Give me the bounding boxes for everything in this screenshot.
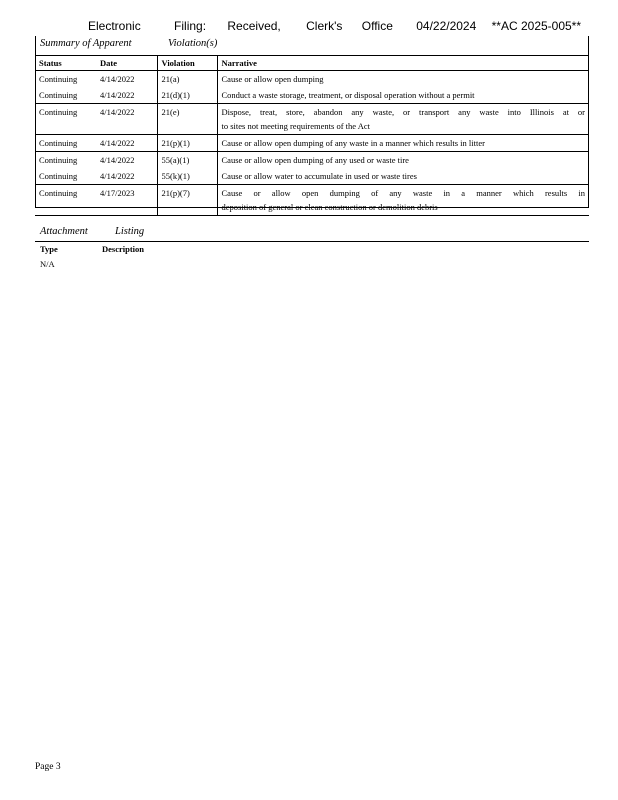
header-word-clerks: Clerk's — [306, 19, 343, 33]
violation-row — [35, 71, 589, 88]
page-label: Page — [35, 762, 54, 772]
page-number: 3 — [55, 762, 61, 772]
cell-status: Continuing — [35, 168, 96, 185]
col-date-header: Date — [96, 56, 157, 71]
summary-title-part2: Violation(s) — [168, 38, 218, 49]
cell-narrative — [217, 152, 589, 169]
cell-status: Continuing — [39, 74, 78, 84]
header-date: 04/22/2024 — [416, 19, 477, 33]
narrative-line: Cause or allow open dumping of any waste in a manner which results in — [221, 188, 585, 198]
cell-narrative — [217, 135, 589, 152]
narrative-line: deposition of general or clean construction or demolition debris — [221, 202, 438, 212]
attachment-row-type: N/A — [40, 259, 55, 269]
narrative-line: Cause or allow open dumping — [221, 74, 324, 84]
attachment-divider — [35, 241, 589, 242]
cell-date: 4/14/2022 — [96, 87, 157, 104]
attachment-title-part1: Attachment — [40, 226, 88, 237]
narrative-line: to sites not meeting requirements of the Act — [221, 121, 370, 131]
violation-row — [35, 152, 589, 169]
violation-row — [35, 185, 589, 216]
cell-date: 4/14/2022 — [96, 104, 157, 135]
narrative-line: Dispose, treat, store, abandon any waste, or transport any waste into Illinois at or — [221, 107, 585, 117]
header-word-filing: Filing: — [174, 19, 207, 33]
cell-narrative — [217, 168, 589, 185]
violation-row — [35, 87, 589, 104]
cell-violation: 55(a)(1) — [157, 152, 217, 169]
cell-narrative — [217, 71, 589, 88]
cell-violation: 21(p)(7) — [157, 185, 217, 216]
cell-date: 4/14/2022 — [96, 135, 157, 152]
attachment-col-type: Type — [40, 244, 58, 254]
attachment-header-row — [40, 244, 145, 254]
page-footer — [35, 762, 61, 772]
filing-stamp-header — [88, 19, 581, 33]
cell-date: 4/14/2022 — [100, 74, 135, 84]
header-case-number: **AC 2025-005** — [491, 19, 582, 33]
cell-narrative — [217, 185, 589, 216]
summary-title-part1: Summary of Apparent — [40, 38, 132, 49]
col-violation-header: Violation — [157, 56, 217, 71]
narrative-line: Cause or allow open dumping of any waste in a manner which results in litter — [221, 138, 485, 148]
cell-status: Continuing — [35, 87, 96, 104]
narrative-line: Cause or allow open dumping of any used or waste tire — [221, 155, 409, 165]
violation-row — [35, 135, 589, 152]
cell-violation: 21(e) — [157, 104, 217, 135]
narrative-line: Conduct a waste storage, treatment, or disposal operation without a permit — [221, 90, 475, 100]
violation-row — [35, 104, 589, 135]
cell-date: 4/17/2023 — [96, 185, 157, 216]
attachment-title-part2: Listing — [115, 226, 145, 237]
attachment-row — [40, 259, 55, 269]
cell-status: Continuing — [35, 104, 96, 135]
cell-violation: 21(p)(1) — [157, 135, 217, 152]
cell-status: Continuing — [35, 135, 96, 152]
col-narrative-header: Narrative — [217, 56, 589, 71]
attachment-title — [40, 226, 145, 237]
attachment-col-description: Description — [102, 244, 145, 254]
cell-date: 4/14/2022 — [100, 155, 135, 165]
cell-date: 4/14/2022 — [96, 168, 157, 185]
col-status-header: Status — [35, 56, 96, 71]
violations-header-row — [35, 56, 589, 71]
header-word-electronic: Electronic — [88, 19, 141, 33]
header-word-received: Received, — [227, 19, 281, 33]
cell-violation: 21(a) — [157, 71, 217, 88]
violations-body — [35, 71, 589, 216]
summary-title — [40, 38, 218, 49]
cell-status: Continuing — [35, 185, 96, 216]
cell-violation: 21(d)(1) — [157, 87, 217, 104]
header-word-office: Office — [361, 19, 393, 33]
cell-violation: 55(k)(1) — [157, 168, 217, 185]
violations-table — [35, 55, 589, 216]
cell-narrative — [217, 87, 589, 104]
violation-row — [35, 168, 589, 185]
cell-narrative — [217, 104, 589, 135]
cell-status: Continuing — [39, 155, 78, 165]
narrative-line: Cause or allow water to accumulate in used or waste tires — [221, 171, 417, 181]
